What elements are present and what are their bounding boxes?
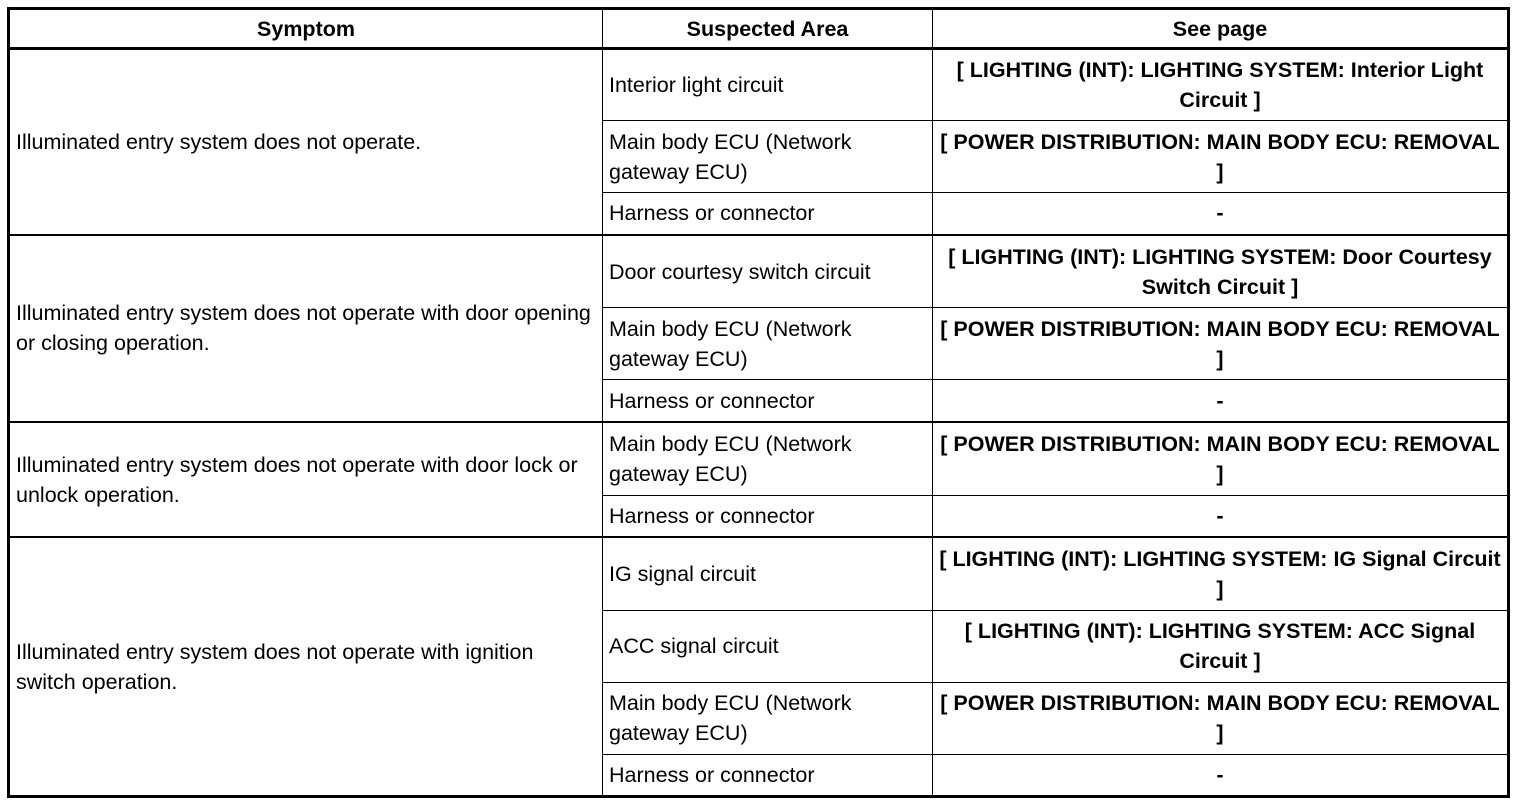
see-page-cell: - <box>933 193 1509 235</box>
suspected-area-cell: ACC signal circuit <box>603 610 933 682</box>
see-page-cell: - <box>933 495 1509 537</box>
see-page-cell: [ LIGHTING (INT): LIGHTING SYSTEM: Door Courtesy Switch Circuit ] <box>933 235 1509 308</box>
suspected-area-cell: Main body ECU (Network gateway ECU) <box>603 682 933 754</box>
see-page-cell: - <box>933 754 1509 796</box>
see-page-cell: [ LIGHTING (INT): LIGHTING SYSTEM: Interior Light Circuit ] <box>933 49 1509 121</box>
suspected-area-cell: Interior light circuit <box>603 49 933 121</box>
see-page-cell: [ POWER DISTRIBUTION: MAIN BODY ECU: REMOVAL ] <box>933 682 1509 754</box>
see-page-cell: [ POWER DISTRIBUTION: MAIN BODY ECU: REMOVAL ] <box>933 121 1509 193</box>
table-row <box>9 49 1509 121</box>
suspected-area-cell: Main body ECU (Network gateway ECU) <box>603 422 933 495</box>
symptom-table <box>7 7 1510 798</box>
suspected-area-cell: IG signal circuit <box>603 537 933 610</box>
suspected-area-cell: Harness or connector <box>603 380 933 422</box>
header-symptom: Symptom <box>9 9 603 49</box>
table-row <box>9 537 1509 610</box>
suspected-area-cell: Main body ECU (Network gateway ECU) <box>603 121 933 193</box>
symptom-cell: Illuminated entry system does not operate. <box>9 49 603 235</box>
table-row <box>9 235 1509 308</box>
suspected-area-cell: Harness or connector <box>603 754 933 796</box>
see-page-cell: [ LIGHTING (INT): LIGHTING SYSTEM: IG Signal Circuit ] <box>933 537 1509 610</box>
symptom-cell: Illuminated entry system does not operate with door opening or closing operation. <box>9 235 603 422</box>
see-page-cell: [ POWER DISTRIBUTION: MAIN BODY ECU: REMOVAL ] <box>933 422 1509 495</box>
symptom-cell: Illuminated entry system does not operate with ignition switch operation. <box>9 537 603 796</box>
header-suspected-area: Suspected Area <box>603 9 933 49</box>
header-see-page: See page <box>933 9 1509 49</box>
suspected-area-cell: Harness or connector <box>603 193 933 235</box>
see-page-cell: - <box>933 380 1509 422</box>
see-page-cell: [ LIGHTING (INT): LIGHTING SYSTEM: ACC Signal Circuit ] <box>933 610 1509 682</box>
table-row <box>9 422 1509 495</box>
see-page-cell: [ POWER DISTRIBUTION: MAIN BODY ECU: REMOVAL ] <box>933 308 1509 380</box>
suspected-area-cell: Main body ECU (Network gateway ECU) <box>603 308 933 380</box>
suspected-area-cell: Harness or connector <box>603 495 933 537</box>
suspected-area-cell: Door courtesy switch circuit <box>603 235 933 308</box>
symptom-cell: Illuminated entry system does not operate with door lock or unlock operation. <box>9 422 603 537</box>
header-row <box>9 9 1509 49</box>
